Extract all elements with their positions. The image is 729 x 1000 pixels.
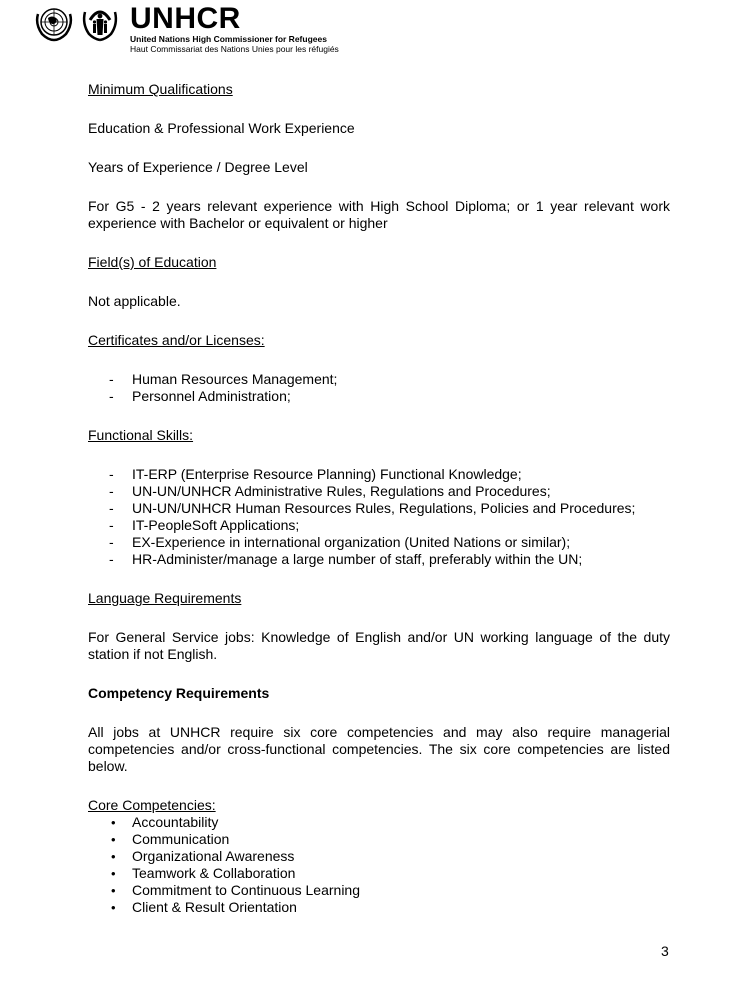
- certificates-list: [88, 371, 670, 405]
- core-competencies-list: [88, 814, 670, 916]
- minimum-qualifications-heading: Minimum Qualifications: [88, 81, 233, 97]
- list-item: • Commitment to Continuous Learning: [88, 882, 670, 899]
- document-header: [34, 2, 339, 52]
- org-name-fr: Haut Commissariat des Nations Unies pour les réfugiés: [130, 44, 339, 54]
- list-item: - Human Resources Management;: [88, 371, 670, 388]
- fields-of-education-heading: Field(s) of Education: [88, 254, 217, 270]
- list-item: • Client & Result Orientation: [88, 899, 670, 916]
- competency-text: All jobs at UNHCR require six core competencies and may also require managerial competencies and/or cross-functional competencies. The six core competencies are listed below.: [88, 724, 670, 774]
- page-number: 3: [661, 943, 669, 959]
- list-item: • Communication: [88, 831, 670, 848]
- functional-skills-heading: Functional Skills:: [88, 427, 194, 443]
- certificates-heading: Certificates and/or Licenses:: [88, 332, 265, 348]
- list-item: - IT-PeopleSoft Applications;: [88, 517, 670, 534]
- list-item: - IT-ERP (Enterprise Resource Planning) Functional Knowledge;: [88, 466, 670, 483]
- years-degree-label: Years of Experience / Degree Level: [88, 159, 308, 175]
- language-heading: Language Requirements: [88, 590, 242, 606]
- org-logo-text: [130, 2, 339, 54]
- list-item: - EX-Experience in international organization (United Nations or similar);: [88, 534, 670, 551]
- core-competencies-heading: Core Competencies:: [88, 797, 216, 813]
- list-item: • Teamwork & Collaboration: [88, 865, 670, 882]
- list-item: - Personnel Administration;: [88, 388, 670, 405]
- org-acronym: UNHCR: [130, 2, 241, 35]
- document-body: [88, 81, 670, 916]
- fields-of-education-text: Not applicable.: [88, 293, 181, 309]
- list-item: - HR-Administer/manage a large number of staff, preferably within the UN;: [88, 551, 670, 568]
- education-experience-label: Education & Professional Work Experience: [88, 120, 355, 136]
- list-item: - UN-UN/UNHCR Human Resources Rules, Regulations, Policies and Procedures;: [88, 500, 670, 517]
- list-item: - UN-UN/UNHCR Administrative Rules, Regulations and Procedures;: [88, 483, 670, 500]
- years-degree-text: For G5 - 2 years relevant experience with High School Diploma; or 1 year relevant work experience with Bachelor or equivalent or higher: [88, 198, 670, 231]
- functional-skills-list: [88, 466, 670, 568]
- list-item: • Accountability: [88, 814, 670, 831]
- unhcr-emblem-icon: [80, 2, 120, 42]
- competency-heading: Competency Requirements: [88, 685, 270, 701]
- language-text: For General Service jobs: Knowledge of English and/or UN working language of the duty station if not English.: [88, 629, 670, 662]
- un-emblem-icon: [34, 2, 74, 42]
- list-item: • Organizational Awareness: [88, 848, 670, 865]
- org-name-en: United Nations High Commissioner for Refugees: [130, 34, 327, 44]
